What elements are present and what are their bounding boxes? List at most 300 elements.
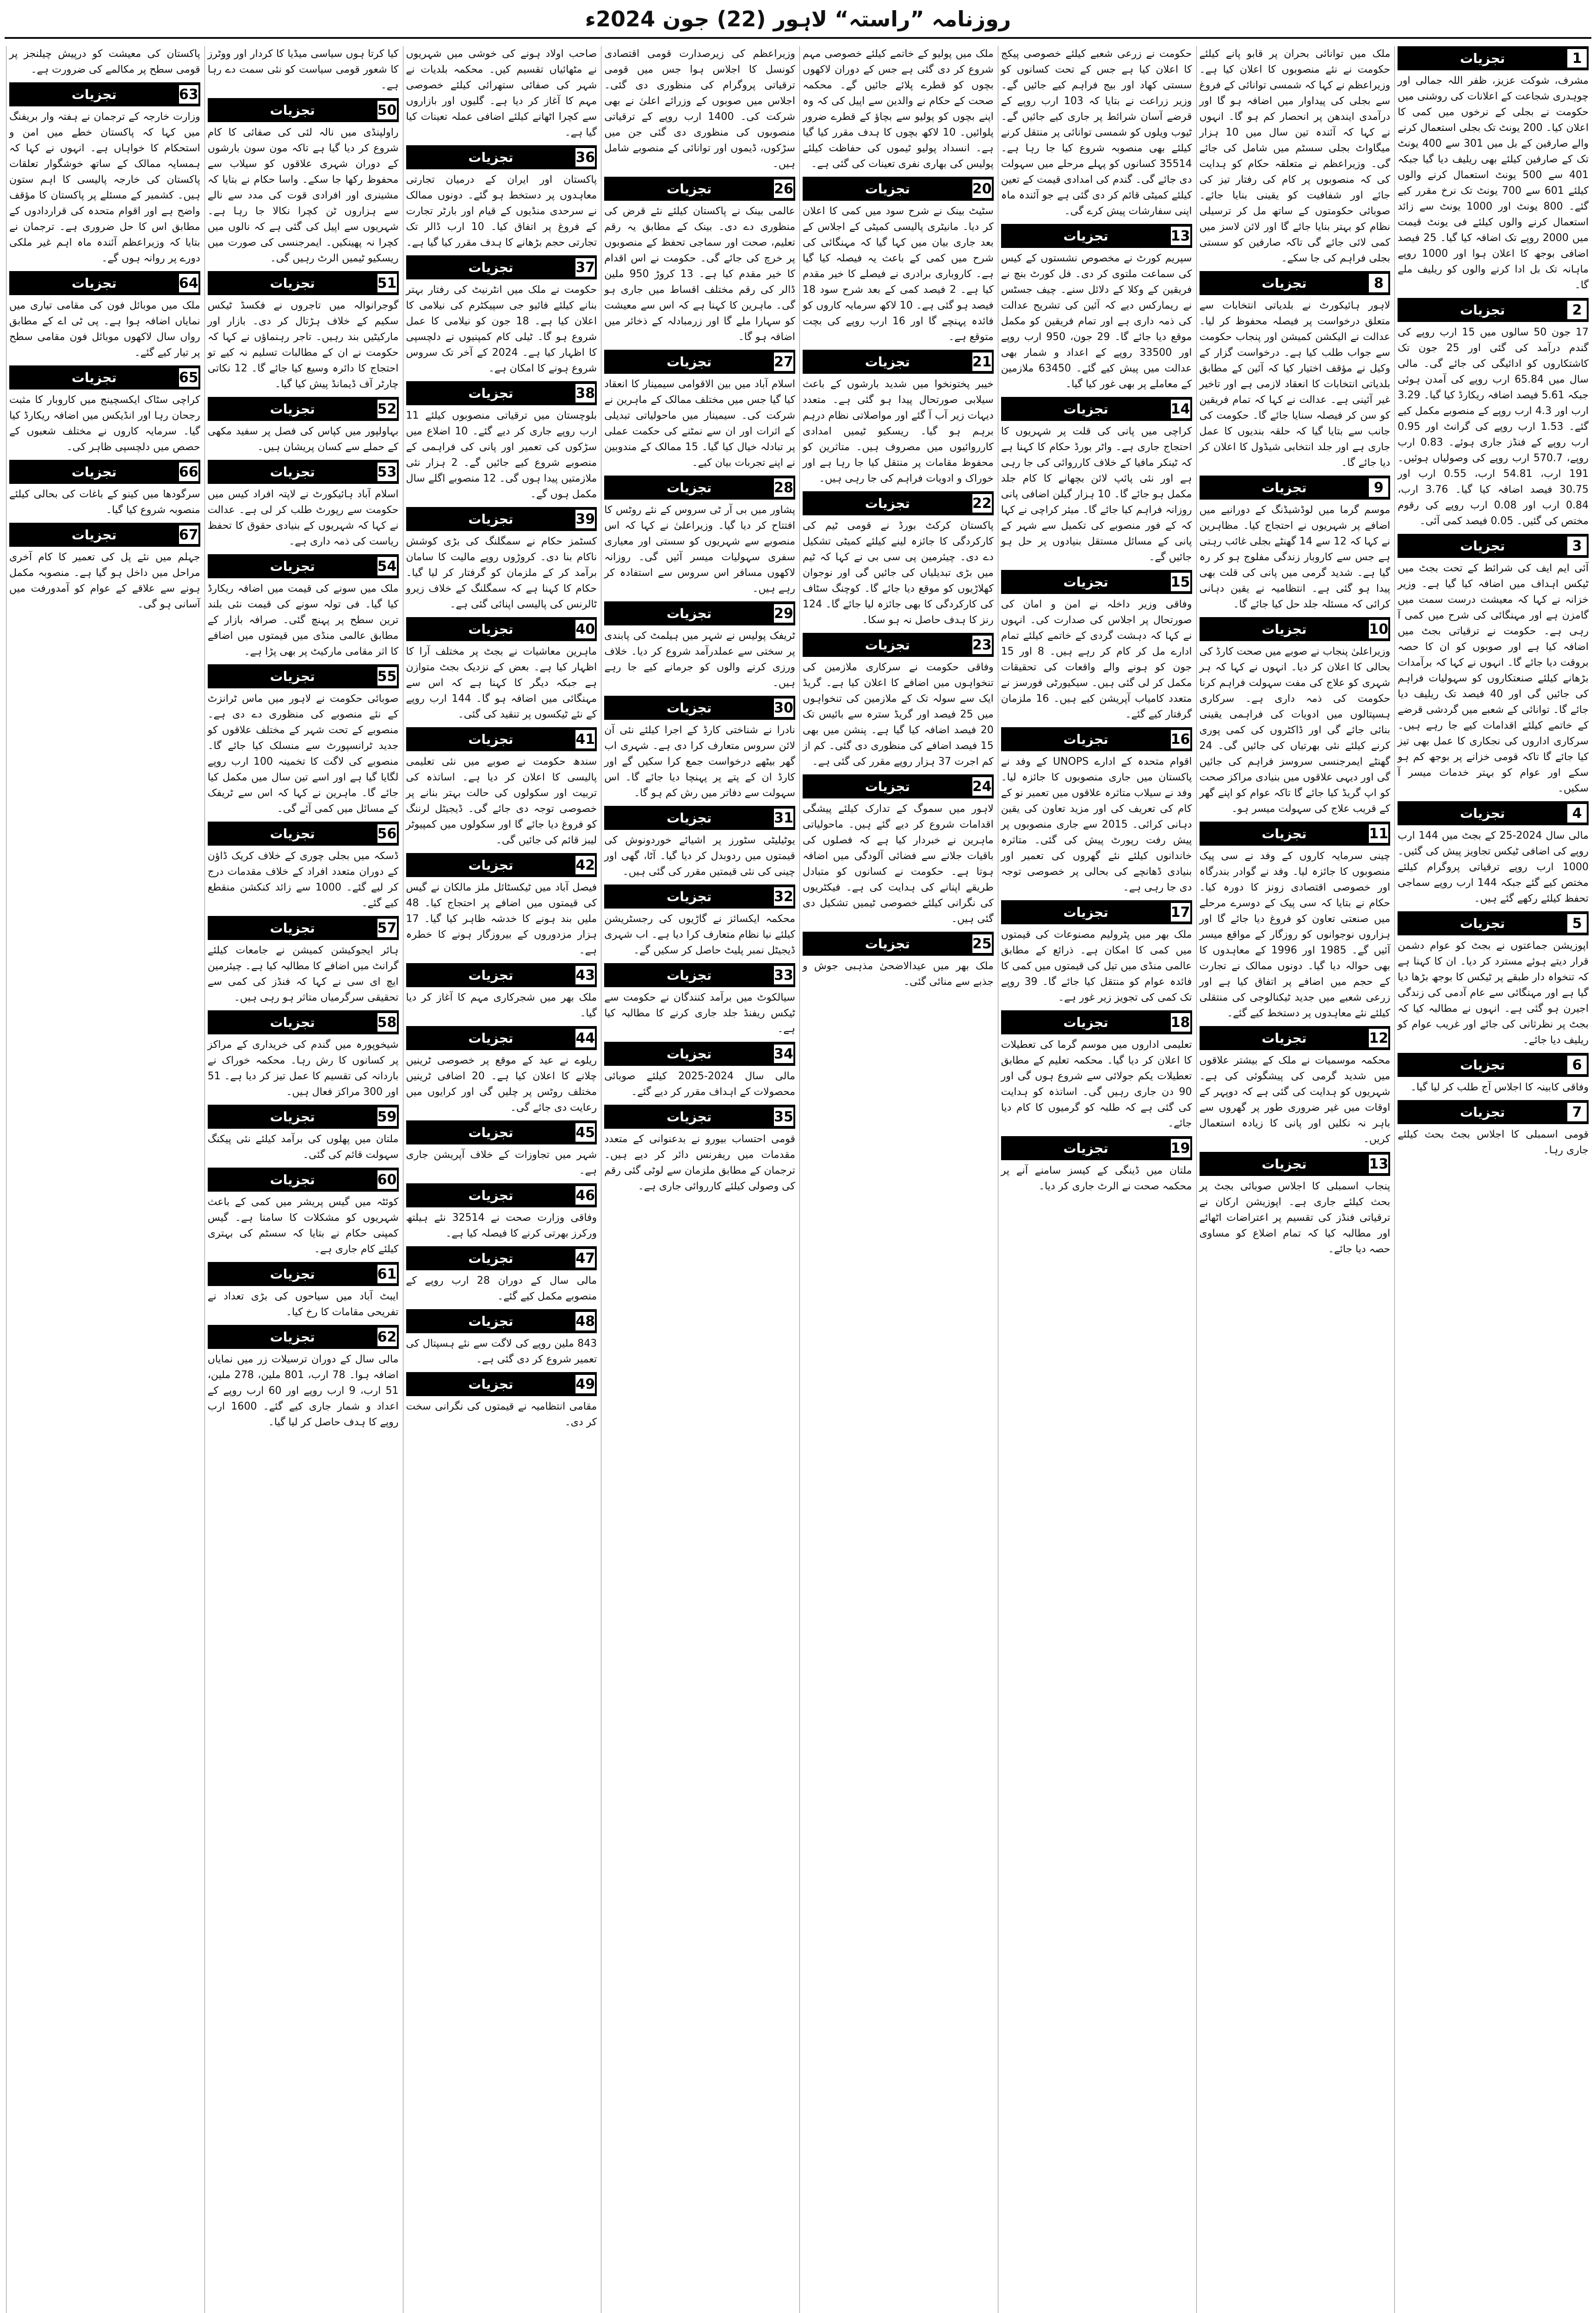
news-item — [1398, 1100, 1589, 1158]
news-body: جہلم میں نئے پل کی تعمیر کا کام آخری مراحل میں داخل ہو گیا ہے۔ منصوبہ مکمل ہونے سے علاقے کے عوام کو آمدورفت میں آسانی ہو گی۔ — [9, 551, 200, 610]
news-body: مالی سال کے دوران ترسیلات زر میں نمایاں اضافہ ہوا۔ 78 ارب، 801 ملین، 278 ملین، 51 ارب، 9 ارب روپے اور 60 ارب روپے کے اعداد و شمار جاری کیے گئے۔ 1600 ارب روپے کا ہدف حاصل کر لیا گیا۔ — [207, 1354, 399, 1428]
news-body: راولپنڈی میں نالہ لئی کی صفائی کا کام شروع کر دیا گیا ہے تاکہ مون سون بارشوں کے دوران شہری علاقوں کو سیلاب سے محفوظ رکھا جا سکے۔ واسا حکام نے بتایا کہ مشینری اور افرادی قوت کی مدد سے نالے سے ہزاروں ٹن کچرا نکالا جا رہا ہے۔ شہریوں سے اپیل کی گئی ہے کہ نالوں میں کچرا نہ پھینکیں۔ ایمرجنسی کی صورت میں ریسکیو ٹیمیں الرٹ رہیں گی۔ — [207, 127, 399, 264]
item-number: 38 — [575, 383, 596, 403]
masthead — [0, 6, 1596, 39]
section-label: تجزیات — [71, 275, 117, 291]
news-body: مالی سال کے دوران 28 ارب روپے کے منصوبے مکمل کیے گئے۔ — [406, 1275, 597, 1302]
news-body: کراچی سٹاک ایکسچینج میں کاروبار کا مثبت رجحان رہا اور انڈیکس میں اضافہ ریکارڈ کیا گیا۔ سرمایہ کاروں نے مختلف شعبوں کے حصص میں دلچسپی ظاہر کی۔ — [9, 394, 200, 453]
section-header — [604, 884, 795, 909]
section-header — [406, 617, 597, 641]
news-item — [406, 1183, 597, 1242]
item-number: 58 — [377, 1012, 398, 1033]
section-header — [208, 397, 399, 421]
item-number: 66 — [178, 462, 199, 482]
news-body: صاحب اولاد ہونے کی خوشی میں شہریوں نے مٹھائیاں تقسیم کیں۔ محکمہ بلدیات نے شہر کی صفائی ستھرائی کیلئے خصوصی مہم کا آغاز کر دیا ہے۔ گلیوں اور بازاروں سے کچرا اٹھانے کیلئے اضافی عملہ تعینات کیا گیا ہے۔ — [406, 48, 597, 138]
item-number: 30 — [773, 698, 794, 718]
item-number: 44 — [575, 1028, 596, 1048]
news-body: پاکستان کرکٹ بورڈ نے قومی ٹیم کی کارکردگی کا جائزہ لینے کیلئے کمیٹی تشکیل دے دی۔ چیئرمین پی سی بی نے کہا کہ ٹیم میں بڑی تبدیلیاں کی جائیں گی اور نوجوان کھلاڑیوں کو موقع دیا جائے گا۔ کوچنگ سٹاف کی کارکردگی کا بھی جائزہ لیا جائے گا۔ 124 رنز کا ہدف حاصل نہ ہو سکا۔ — [803, 520, 994, 626]
news-item — [406, 1120, 597, 1179]
item-number: 23 — [971, 635, 993, 655]
section-header — [406, 145, 597, 169]
item-number: 65 — [178, 367, 199, 388]
section-header — [9, 82, 200, 106]
item-number: 8 — [1368, 273, 1389, 293]
section-header — [1200, 476, 1391, 500]
section-header — [208, 1168, 399, 1192]
item-number: 43 — [575, 965, 596, 985]
section-label: تجزیات — [865, 637, 910, 653]
news-item — [1200, 617, 1391, 817]
news-item — [406, 727, 597, 848]
item-number: 15 — [1170, 572, 1191, 592]
news-item — [803, 491, 994, 628]
news-item — [803, 774, 994, 927]
news-item — [208, 1262, 399, 1320]
item-number: 35 — [773, 1107, 794, 1127]
section-label: تجزیات — [865, 354, 910, 370]
news-body: پنجاب اسمبلی کا اجلاس صوبائی بجٹ پر بحث کیلئے جاری ہے۔ اپوزیشن ارکان نے ترقیاتی فنڈز کی تقسیم پر اعتراضات اٹھائے اور مطالبہ کیا کہ تمام اضلاع کو مساوی حصہ دیا جائے۔ — [1199, 1181, 1391, 1255]
item-number: 42 — [575, 855, 596, 875]
section-header — [208, 554, 399, 578]
news-body: ملک میں موبائل فون کی مقامی تیاری میں نمایاں اضافہ ہوا ہے۔ پی ٹی اے کے مطابق رواں سال لاکھوں موبائل فون مقامی سطح پر تیار کیے گئے۔ — [9, 300, 200, 359]
section-label: تجزیات — [666, 967, 712, 983]
news-item — [406, 507, 597, 612]
news-body: ٹریفک پولیس نے شہر میں ہیلمٹ کی پابندی پر سختی سے عملدرآمد شروع کر دیا۔ خلاف ورزی کرنے والوں کو جرمانے کیے جا رہے ہیں۔ — [604, 630, 795, 689]
item-number: 22 — [971, 493, 993, 513]
item-number: 4 — [1566, 803, 1588, 823]
item-number: 13 — [1170, 226, 1191, 246]
item-number: 5 — [1566, 913, 1588, 934]
section-header — [208, 1262, 399, 1286]
item-number: 39 — [575, 509, 596, 529]
news-body: ڈسکہ میں بجلی چوری کے خلاف کریک ڈاؤن کے دوران متعدد افراد کے خلاف مقدمات درج کر لیے گئے۔ 1000 سے زائد کنکشن منقطع کیے گئے۔ — [207, 850, 399, 909]
news-body: وزیراعلیٰ پنجاب نے صوبے میں صحت کارڈ کی بحالی کا اعلان کر دیا۔ انہوں نے کہا کہ ہر شہری کو علاج کی مفت سہولت فراہم کرنا حکومت کی ذمہ داری ہے۔ سرکاری ہسپتالوں میں ادویات کی فراہمی یقینی بنائی جائے گی اور ڈاکٹروں کی کمی پوری کرنے کیلئے نئی بھرتیاں کی جائیں گی۔ 24 گھنٹے ایمرجنسی سروسز فراہم کی جائیں گی اور دیہی علاقوں میں بنیادی مراکز صحت کو اپ گریڈ کیا جائے گا تاکہ عوام کو اپنے گھر کے قریب علاج کی سہولت میسر ہو۔ — [1199, 646, 1391, 815]
section-header — [604, 1105, 795, 1129]
section-label: تجزیات — [468, 1187, 513, 1203]
section-label: تجزیات — [468, 1030, 513, 1046]
news-item — [1001, 727, 1192, 896]
news-body: فیصل آباد میں ٹیکسٹائل ملز مالکان نے گیس کی قیمتوں میں اضافے پر احتجاج کیا۔ 48 ملیں بند ہونے کا خدشہ ظاہر کیا گیا۔ 17 ہزار مزدوروں کے بیروزگار ہونے کا خطرہ ہے۔ — [406, 882, 597, 956]
section-header — [406, 381, 597, 405]
news-body: کسٹمز حکام نے سمگلنگ کی بڑی کوشش ناکام بنا دی۔ کروڑوں روپے مالیت کا سامان برآمد کر کے ملزمان کو گرفتار کر لیا گیا۔ حکام کا کہنا ہے کہ سمگلنگ کے خلاف زیرو ٹالرنس کی پالیسی اپنائی گئی ہے۔ — [406, 536, 597, 610]
section-label: تجزیات — [1460, 1057, 1505, 1073]
column-2 — [1196, 46, 1393, 2313]
item-number: 26 — [773, 179, 794, 199]
item-number: 32 — [773, 886, 794, 907]
news-item — [406, 145, 597, 251]
news-body: ملک بھر میں پٹرولیم مصنوعات کی قیمتوں میں کمی کا امکان ہے۔ ذرائع کے مطابق عالمی منڈی میں تیل کی قیمتوں میں کمی کا فائدہ عوام کو منتقل کیا جائے گا۔ 39 روپے تک کمی کی تجویز زیر غور ہے۔ — [1001, 929, 1192, 1003]
section-label: تجزیات — [666, 181, 712, 197]
section-header — [406, 1183, 597, 1207]
section-header — [803, 774, 994, 798]
news-item — [1200, 822, 1391, 1021]
section-label: تجزیات — [1063, 731, 1108, 747]
column-6 — [403, 46, 600, 2313]
item-number: 27 — [773, 352, 794, 372]
section-label: تجزیات — [1063, 1014, 1108, 1030]
news-item — [406, 381, 597, 502]
section-label: تجزیات — [270, 668, 315, 684]
section-label: تجزیات — [270, 1266, 315, 1282]
item-number: 41 — [575, 729, 596, 749]
section-label: تجزیات — [666, 1109, 712, 1125]
section-label: تجزیات — [71, 370, 117, 385]
column-3 — [998, 46, 1195, 2313]
section-label: تجزیات — [270, 826, 315, 841]
section-label: تجزیات — [865, 181, 910, 197]
news-body: لاہور ہائیکورٹ نے بلدیاتی انتخابات سے متعلق درخواست پر فیصلہ محفوظ کر لیا۔ عدالت نے الیکشن کمیشن اور پنجاب حکومت سے جواب طلب کیا ہے۔ درخواست گزار کے وکیل نے مؤقف اختیار کیا کہ آئین کے مطابق بلدیاتی انتخابات کا انعقاد لازمی ہے اور تاخیر غیر آئینی ہے۔ عدالت نے کہا کہ تمام فریقین کو سن کر فیصلہ سنایا جائے گا۔ حکومت کی جانب سے بتایا گیا کہ حلقہ بندیوں کا عمل جاری ہے اور جلد انتخابی شیڈول کا اعلان کر دیا جائے گا۔ — [1199, 300, 1391, 469]
section-header — [9, 365, 200, 390]
section-label: تجزیات — [270, 1109, 315, 1125]
news-body: مقامی انتظامیہ نے قیمتوں کی نگرانی سخت کر دی۔ — [406, 1401, 597, 1428]
section-label: تجزیات — [270, 1014, 315, 1030]
news-body: سیالکوٹ میں برآمد کنندگان نے حکومت سے ٹیکس ریفنڈ جلد جاری کرنے کا مطالبہ کیا ہے۔ — [604, 992, 795, 1035]
section-label: تجزیات — [468, 967, 513, 983]
news-body: عالمی بینک نے پاکستان کیلئے نئے قرض کی منظوری دے دی۔ بینک کے مطابق یہ رقم تعلیم، صحت اور سماجی تحفظ کے منصوبوں پر خرچ کی جائے گی۔ حکومت نے اس اقدام کا خیر مقدم کیا ہے۔ 13 کروڑ 950 ملین ڈالر کی رقم مختلف اقساط میں جاری ہو گی۔ ماہرین کا کہنا ہے کہ اس سے معیشت کو سہارا ملے گا اور زرمبادلہ کے ذخائر میں اضافہ ہو گا۔ — [604, 205, 795, 343]
item-number: 59 — [377, 1107, 398, 1127]
item-number: 16 — [1170, 729, 1191, 749]
item-number: 20 — [971, 179, 993, 199]
item-number: 45 — [575, 1122, 596, 1143]
item-number: 24 — [971, 776, 993, 797]
section-header — [208, 1105, 399, 1129]
item-number: 47 — [575, 1248, 596, 1268]
item-number: 25 — [971, 934, 993, 954]
news-body: پاکستان کی معیشت کو درپیش چیلنجز پر قومی سطح پر مکالمے کی ضرورت ہے۔ — [9, 48, 200, 75]
news-item — [208, 1010, 399, 1100]
news-item — [604, 476, 795, 597]
section-header — [604, 601, 795, 625]
news-item — [406, 46, 597, 141]
section-label: تجزیات — [1460, 1104, 1505, 1120]
section-label: تجزیات — [666, 700, 712, 716]
column-4 — [799, 46, 996, 2313]
news-body: وزیراعظم کی زیرصدارت قومی اقتصادی کونسل کا اجلاس ہوا جس میں قومی ترقیاتی پروگرام کی منظوری دی گئی۔ اجلاس میں صوبوں کے وزرائے اعلیٰ نے بھی شرکت کی۔ 1400 ارب روپے کے ترقیاتی منصوبوں کی منظوری دی گئی جن میں سڑکوں، ڈیموں اور توانائی کے منصوبے شامل ہیں۔ — [604, 48, 795, 170]
section-label: تجزیات — [468, 857, 513, 873]
section-label: تجزیات — [1262, 621, 1307, 637]
news-body: مالی سال 2024-25 کے بجٹ میں 144 ارب روپے کی اضافی ٹیکس تجاویز پیش کی گئیں۔ 1000 ارب روپے ترقیاتی پروگرام کیلئے مختص کیے گئے جبکہ 144 ارب روپے سماجی تحفظ کیلئے رکھے گئے ہیں۔ — [1398, 830, 1589, 904]
news-body: کوئٹہ میں گیس پریشر میں کمی کے باعث شہریوں کو مشکلات کا سامنا ہے۔ گیس کمپنی حکام نے بتایا کہ سسٹم کی بہتری کیلئے کام جاری ہے۔ — [207, 1196, 399, 1255]
news-body: محکمہ ایکسائز نے گاڑیوں کی رجسٹریشن کیلئے نیا نظام متعارف کرا دیا ہے۔ اب شہری ڈیجیٹل نمبر پلیٹ حاصل کر سکیں گے۔ — [604, 913, 795, 956]
item-number: 64 — [178, 273, 199, 293]
news-body: بلوچستان میں ترقیاتی منصوبوں کیلئے 11 ارب روپے جاری کر دیے گئے۔ 10 اضلاع میں سڑکوں کی تعمیر اور پانی کی فراہمی کے منصوبے شروع کیے جائیں گے۔ 2 ہزار نئی ملازمتیں پیدا ہوں گی۔ 12 منصوبے اگلے سال مکمل ہوں گے۔ — [406, 410, 597, 500]
section-header — [406, 507, 597, 531]
news-item — [9, 365, 200, 455]
news-item — [604, 806, 795, 880]
section-header — [9, 271, 200, 295]
news-item — [208, 664, 399, 817]
item-number: 55 — [377, 666, 398, 686]
item-number: 56 — [377, 823, 398, 844]
section-header — [1001, 397, 1192, 421]
news-body: مشرف، شوکت عزیز، ظفر اللہ جمالی اور چوہدری شجاعت کے اعلانات کی روشنی میں حکومت نے بجلی کے نرخوں میں کمی کا اعلان کیا۔ 200 یونٹ تک بجلی استعمال کرنے والے صارفین کے بل میں 301 سے 400 یونٹ تک کے صارفین کیلئے بھی ریلیف دیا گیا جبکہ 401 سے 500 یونٹ استعمال کرنے والوں کیلئے 601 سے 700 یونٹ تک نرخ مقرر کیے گئے۔ 800 یونٹ اور 1000 یونٹ سے زائد استعمال کرنے والوں کیلئے فی یونٹ قیمت میں 2000 روپے تک اضافہ کیا گیا۔ 25 فیصد اضافی بوجھ کا اعلان ہوا اور 1000 روپے ماہانہ تک بل ادا کرنے والوں کو ریلیف ملے گا۔ — [1398, 75, 1589, 291]
news-body: کراچی میں پانی کی قلت پر شہریوں کا احتجاج جاری ہے۔ واٹر بورڈ حکام کا کہنا ہے کہ ٹینکر مافیا کے خلاف کارروائی کی جا رہی ہے اور نئی پائپ لائن بچھانے کا کام جلد مکمل ہو جائے گا۔ 10 ہزار گیلن اضافی پانی روزانہ فراہم کیا جائے گا۔ میئر کراچی نے کہا کہ کے فور منصوبے کی تکمیل سے شہر کے پانی کے مسائل مستقل بنیادوں پر حل ہو جائیں گے۔ — [1001, 426, 1192, 563]
news-body: لاہور میں سموگ کے تدارک کیلئے پیشگی اقدامات شروع کر دیے گئے ہیں۔ ماحولیاتی ماہرین نے خبردار کیا ہے کہ فصلوں کی باقیات جلانے سے فضائی آلودگی میں اضافہ ہوتا ہے۔ حکومت نے کسانوں کو متبادل طریقے اپنانے کی ہدایت کی ہے۔ فیکٹریوں کی نگرانی کیلئے خصوصی ٹیمیں تشکیل دی گئی ہیں۔ — [803, 803, 994, 925]
news-item — [208, 1168, 399, 1257]
news-body: گوجرانوالہ میں تاجروں نے فکسڈ ٹیکس سکیم کے خلاف ہڑتال کر دی۔ بازار اور مارکیٹیں بند رہیں۔ تاجر رہنماؤں نے کہا کہ حکومت نے ان کے مطالبات تسلیم نہ کیے تو احتجاج کا دائرہ وسیع کیا جائے گا۔ 12 نکاتی چارٹر آف ڈیمانڈ پیش کیا گیا۔ — [207, 300, 399, 390]
section-label: تجزیات — [468, 260, 513, 275]
news-item — [208, 46, 399, 93]
news-item — [406, 853, 597, 959]
section-label: تجزیات — [865, 936, 910, 952]
section-header — [208, 1010, 399, 1034]
section-header — [1398, 298, 1589, 322]
news-item — [1001, 224, 1192, 392]
section-label: تجزیات — [666, 889, 712, 904]
item-number: 2 — [1566, 300, 1588, 320]
news-item — [604, 1105, 795, 1194]
item-number: 1 — [1566, 48, 1588, 68]
news-body: پشاور میں بی آر ٹی سروس کے نئے روٹس کا افتتاح کر دیا گیا۔ وزیراعلیٰ نے کہا کہ اس منصوبے سے شہریوں کو سستی اور معیاری سفری سہولیات میسر آئیں گی۔ روزانہ لاکھوں مسافر اس سروس سے استفادہ کر رہے ہیں۔ — [604, 504, 795, 594]
item-number: 28 — [773, 477, 794, 498]
news-body: بہاولپور میں کپاس کی فصل پر سفید مکھی کے حملے سے کسان پریشان ہیں۔ — [207, 426, 399, 453]
section-header — [1001, 1136, 1192, 1160]
section-label: تجزیات — [468, 621, 513, 637]
section-label: تجزیات — [468, 1376, 513, 1392]
section-header — [1001, 1010, 1192, 1034]
section-label: تجزیات — [1460, 805, 1505, 821]
news-item — [1398, 46, 1589, 293]
news-body: ماہرین معاشیات نے بجٹ پر مختلف آرا کا اظہار کیا ہے۔ بعض کے نزدیک بجٹ متوازن ہے جبکہ دیگر کا کہنا ہے کہ اس سے مہنگائی میں اضافہ ہو گا۔ 144 ارب روپے کے نئے ٹیکسوں پر تنقید کی گئی۔ — [406, 646, 597, 720]
item-number: 34 — [773, 1044, 794, 1064]
news-item — [208, 397, 399, 455]
news-item — [208, 271, 399, 392]
section-label: تجزیات — [468, 1313, 513, 1329]
news-item — [208, 916, 399, 1006]
news-body: ملک میں پولیو کے خاتمے کیلئے خصوصی مہم شروع کر دی گئی ہے جس کے دوران لاکھوں بچوں کو قطرے پلائے جائیں گے۔ محکمہ صحت کے حکام نے والدین سے اپیل کی کہ وہ اپنے بچوں کو پولیو سے بچاؤ کے قطرے ضرور پلوائیں۔ 10 لاکھ بچوں کا ہدف مقرر کیا گیا ہے۔ انسداد پولیو ٹیموں کی حفاظت کیلئے پولیس کی بھاری نفری تعینات کی گئی ہے۔ — [803, 48, 994, 170]
section-header — [406, 853, 597, 877]
section-header — [1200, 822, 1391, 846]
news-body: آئی ایم ایف کی شرائط کے تحت بجٹ میں ٹیکس اہداف میں اضافہ کیا گیا ہے۔ وزیر خزانہ نے کہا کہ معیشت درست سمت میں گامزن ہے اور مہنگائی کی شرح میں کمی آ رہی ہے۔ حکومت نے ترقیاتی بجٹ میں اضافہ کیا ہے اور صوبوں کو ان کا حصہ بروقت دیا جائے گا۔ انہوں نے کہا کہ برآمدات بڑھانے کیلئے صنعتکاروں کو سہولیات فراہم کی جائیں گی اور 40 فیصد تک ریلیف دیا جائے گا۔ توانائی کے شعبے میں گردشی قرضے کے خاتمے کیلئے اقدامات کیے جا رہے ہیں۔ سرکاری اداروں کی نجکاری کا عمل بھی تیز کیا جائے گا تاکہ قومی خزانے پر بوجھ کم ہو سکے اور عوام کو بہتر خدمات میسر آ سکیں۔ — [1398, 563, 1589, 794]
section-header — [208, 1325, 399, 1349]
section-label: تجزیات — [1262, 826, 1307, 841]
news-body: نادرا نے شناختی کارڈ کے اجرا کیلئے نئی آن لائن سروس متعارف کرا دی ہے۔ شہری اب گھر بیٹھے درخواست جمع کرا سکیں گے اور کارڈ ان کے پتے پر پہنچا دیا جائے گا۔ اس سہولت سے دفاتر میں رش کم ہو گا۔ — [604, 724, 795, 799]
news-item — [803, 46, 994, 172]
section-label: تجزیات — [1460, 50, 1505, 66]
section-label: تجزیات — [270, 102, 315, 118]
news-item — [9, 82, 200, 266]
news-body: وفاقی وزارت صحت نے 32514 نئے ہیلتھ ورکرز بھرتی کرنے کا فیصلہ کیا ہے۔ — [406, 1212, 597, 1239]
news-item — [9, 271, 200, 361]
section-label: تجزیات — [468, 1125, 513, 1140]
news-item — [1001, 46, 1192, 219]
news-body: قومی اسمبلی کا اجلاس بجٹ بحث کیلئے جاری رہا۔ — [1398, 1129, 1589, 1156]
section-header — [1001, 900, 1192, 924]
news-body: ہائر ایجوکیشن کمیشن نے جامعات کیلئے گرانٹ میں اضافے کا مطالبہ کیا ہے۔ چیئرمین ایچ ای سی نے کہا کہ فنڈز کی کمی سے تحقیقی سرگرمیاں متاثر ہو رہی ہیں۔ — [207, 945, 399, 1003]
section-header — [208, 822, 399, 846]
item-number: 50 — [377, 100, 398, 120]
section-label: تجزیات — [468, 511, 513, 527]
news-body: اسلام آباد ہائیکورٹ نے لاپتہ افراد کیس میں حکومت سے رپورٹ طلب کر لی ہے۔ عدالت نے کہا کہ شہریوں کے بنیادی حقوق کا تحفظ ریاست کی ذمہ داری ہے۔ — [207, 489, 399, 547]
news-body: ملتان میں پھلوں کی برآمد کیلئے نئی پیکنگ سہولت قائم کی گئی۔ — [207, 1133, 399, 1161]
item-number: 3 — [1566, 536, 1588, 556]
news-body: حکومت نے زرعی شعبے کیلئے خصوصی پیکج کا اعلان کیا ہے جس کے تحت کسانوں کو سستی کھاد اور بیج فراہم کیے جائیں گے۔ وزیر زراعت نے بتایا کہ 103 ارب روپے کے قرضے آسان شرائط پر جاری کیے جائیں گے۔ ٹیوب ویلوں کو شمسی توانائی پر منتقل کرنے کیلئے بھی منصوبہ شروع کیا جا رہا ہے۔ 35514 کسانوں کو پہلے مرحلے میں سہولت دی جائے گی۔ گندم کی امدادی قیمت کے تعین کیلئے کمیٹی قائم کر دی گئی ہے جو آئندہ ماہ اپنی سفارشات پیش کرے گی۔ — [1001, 48, 1192, 217]
news-item — [208, 98, 399, 266]
column-8 — [6, 46, 203, 2313]
section-header — [406, 1026, 597, 1050]
news-item — [1398, 534, 1589, 797]
section-header — [803, 177, 994, 201]
section-header — [406, 1120, 597, 1144]
section-header — [1398, 911, 1589, 935]
news-item — [604, 46, 795, 172]
news-body: سپریم کورٹ نے مخصوص نشستوں کے کیس کی سماعت ملتوی کر دی۔ فل کورٹ بنچ نے فریقین کے وکلا کے دلائل سنے۔ چیف جسٹس نے ریمارکس دیے کہ آئین کی تشریح عدالت کی ذمہ داری ہے اور تمام فریقین کو مکمل موقع دیا جائے گا۔ 29 جون، 950 ارب روپے اور 33500 روپے کے اعداد و شمار بھی عدالت میں پیش کیے گئے۔ 63450 ملازمین کے معاملے پر بھی غور کیا گیا۔ — [1001, 253, 1192, 390]
news-body: پاکستان اور ایران کے درمیان تجارتی معاہدوں پر دستخط ہو گئے۔ دونوں ممالک نے سرحدی منڈیوں کے قیام اور بارٹر تجارت کے فروغ پر اتفاق کیا۔ 10 ارب ڈالر تک تجارتی حجم بڑھانے کا ہدف مقرر کیا گیا ہے۔ — [406, 174, 597, 248]
news-item — [208, 1325, 399, 1430]
column-7 — [204, 46, 402, 2313]
news-body: سٹیٹ بینک نے شرح سود میں کمی کا اعلان کر دیا۔ مانیٹری پالیسی کمیٹی کے اجلاس کے بعد جاری بیان میں کہا گیا کہ مہنگائی کی شرح میں کمی کے باعث یہ فیصلہ کیا گیا ہے۔ کاروباری برادری نے فیصلے کا خیر مقدم کیا ہے۔ 2 فیصد کمی کے بعد شرح سود 18 فیصد ہو گئی ہے۔ 10 لاکھ سرمایہ کاروں کو فائدہ پہنچے گا اور 16 ارب روپے کی بچت متوقع ہے۔ — [803, 205, 994, 343]
section-header — [1398, 534, 1589, 558]
section-header — [604, 963, 795, 987]
section-header — [604, 177, 795, 201]
section-header — [208, 664, 399, 688]
section-label: تجزیات — [1262, 1030, 1307, 1046]
section-label: تجزیات — [468, 149, 513, 165]
news-body: سندھ حکومت نے صوبے میں نئی تعلیمی پالیسی کا اعلان کر دیا ہے۔ اساتذہ کی تربیت اور سکولوں کی حالت بہتر بنانے پر خصوصی توجہ دی جائے گی۔ ڈیجیٹل لرننگ کو فروغ دیا جائے گا اور سکولوں میں کمپیوٹر لیبز قائم کی جائیں گی۔ — [406, 756, 597, 846]
news-item — [604, 177, 795, 345]
section-header — [406, 1246, 597, 1270]
news-item — [1398, 911, 1589, 1048]
item-number: 19 — [1170, 1138, 1191, 1158]
news-item — [1398, 1053, 1589, 1095]
news-item — [208, 822, 399, 911]
section-header — [604, 350, 795, 374]
item-number: 54 — [377, 556, 398, 576]
news-item — [803, 932, 994, 990]
item-number: 46 — [575, 1185, 596, 1206]
section-header — [1001, 570, 1192, 594]
news-item — [803, 177, 994, 345]
news-item — [1398, 801, 1589, 907]
news-body: تعلیمی اداروں میں موسم گرما کی تعطیلات کا اعلان کر دیا گیا۔ محکمہ تعلیم کے مطابق تعطیلات یکم جولائی سے شروع ہوں گی اور 90 دن جاری رہیں گی۔ اساتذہ کو ہدایت کی گئی ہے کہ طلبہ کو گرمیوں کا کام دیا جائے۔ — [1001, 1039, 1192, 1129]
section-label: تجزیات — [270, 275, 315, 291]
news-body: اقوام متحدہ کے ادارے UNOPS کے وفد نے پاکستان میں جاری منصوبوں کا جائزہ لیا۔ وفد نے سیلاب متاثرہ علاقوں میں تعمیر نو کے کام کی تعریف کی اور مزید تعاون کی یقین دہانی کرائی۔ 2015 سے جاری منصوبوں پر پیش رفت رپورٹ پیش کی گئی۔ متاثرہ خاندانوں کیلئے نئے گھروں کی تعمیر اور بنیادی ڈھانچے کی بحالی پر خصوصی توجہ دی جا رہی ہے۔ — [1001, 756, 1192, 893]
section-header — [604, 1042, 795, 1066]
section-label: تجزیات — [1460, 538, 1505, 554]
news-body: ملک میں سونے کی قیمت میں اضافہ ریکارڈ کیا گیا۔ فی تولہ سونے کی قیمت نئی بلند ترین سطح پر پہنچ گئی۔ صرافہ بازار کے مطابق عالمی منڈی میں قیمتوں میں اضافے کا اثر مقامی مارکیٹ پر بھی پڑا ہے۔ — [207, 583, 399, 657]
news-item — [406, 963, 597, 1021]
section-header — [9, 460, 200, 484]
news-body: خیبر پختونخوا میں شدید بارشوں کے باعث سیلابی صورتحال پیدا ہو گئی ہے۔ متعدد دیہات زیر آب آ گئے اور مواصلاتی نظام درہم برہم ہو گیا۔ ریسکیو ٹیمیں امدادی کارروائیوں میں مصروف ہیں۔ متاثرین کو محفوظ مقامات پر منتقل کیا جا رہا ہے اور خوراک و ادویات فراہم کی جا رہی ہیں۔ — [803, 378, 994, 484]
column-1 — [1394, 46, 1591, 2313]
section-label: تجزیات — [1063, 904, 1108, 920]
news-body: 17 جون 50 سالوں میں 15 ارب روپے کی گندم درآمد کی گئی اور 25 جون تک کاشتکاروں کو ادائیگی کی جائے گی۔ مالی سال میں 65.84 ارب روپے کی آمدن ہوئی جبکہ 5.61 فیصد اضافہ ریکارڈ کیا گیا۔ 3.29 ارب اور 4.3 ارب روپے کے منصوبے مکمل کیے گئے۔ 1.53 ارب روپے کی گرانٹ اور 0.95 ارب روپے کے فنڈز جاری ہوئے۔ 0.83 ارب روپے، 570.7 ارب روپے کی وصولیاں ہوئیں۔ 191 ارب، 54.81 ارب، 0.55 ارب اور 30.75 فیصد اضافہ کیا گیا۔ 3.76 ارب، 0.84 ارب اور 0.08 ارب روپے کی رقوم مختص کی گئیں۔ 0.05 فیصد کمی آئی۔ — [1398, 327, 1589, 527]
news-body: وفاقی کابینہ کا اجلاس آج طلب کر لیا گیا۔ — [1410, 1082, 1589, 1093]
section-header — [9, 523, 200, 547]
section-header — [803, 491, 994, 515]
news-item — [9, 460, 200, 518]
news-item — [1200, 1026, 1391, 1147]
section-header — [1001, 224, 1192, 248]
item-number: 48 — [575, 1311, 596, 1331]
section-label: تجزیات — [270, 401, 315, 417]
section-header — [803, 633, 994, 657]
section-label: تجزیات — [1460, 915, 1505, 931]
news-body: ملک بھر میں شجرکاری مہم کا آغاز کر دیا گیا۔ — [406, 992, 597, 1019]
news-body: ایبٹ آباد میں سیاحوں کی بڑی تعداد نے تفریحی مقامات کا رخ کیا۔ — [207, 1291, 399, 1318]
section-label: تجزیات — [468, 1250, 513, 1266]
news-body: وفاقی حکومت نے سرکاری ملازمین کی تنخواہوں میں اضافے کا اعلان کیا ہے۔ گریڈ ایک سے سولہ تک کے ملازمین کی تنخواہوں میں 25 فیصد اور گریڈ سترہ سے بائیس تک 20 فیصد اضافہ کیا گیا ہے۔ پنشن میں بھی 15 فیصد اضافے کی منظوری دی گئی۔ کم از کم اجرت 37 ہزار روپے مقرر کی گئی ہے۔ — [803, 662, 994, 767]
section-label: تجزیات — [1063, 574, 1108, 590]
news-body: مالی سال 2024-2025 کیلئے صوبائی محصولات کے اہداف مقرر کر دیے گئے۔ — [604, 1070, 795, 1098]
item-number: 36 — [575, 147, 596, 167]
item-number: 31 — [773, 808, 794, 828]
item-number: 33 — [773, 965, 794, 985]
news-item — [604, 1042, 795, 1100]
news-body: یوٹیلیٹی سٹورز پر اشیائے خوردونوش کی قیمتوں میں ردوبدل کر دیا گیا۔ آٹا، گھی اور چینی کی نئی قیمتیں مقرر کی گئی ہیں۔ — [604, 835, 795, 878]
section-label: تجزیات — [666, 1046, 712, 1062]
news-item — [406, 1246, 597, 1305]
section-header — [604, 696, 795, 720]
news-item — [604, 601, 795, 691]
section-header — [803, 350, 994, 374]
news-item — [406, 1026, 597, 1116]
item-number: 12 — [1368, 1028, 1389, 1048]
section-label: تجزیات — [1063, 401, 1108, 417]
item-number: 49 — [575, 1374, 596, 1394]
news-item — [1001, 1010, 1192, 1132]
section-header — [1398, 46, 1589, 70]
section-label: تجزیات — [865, 495, 910, 511]
item-number: 21 — [971, 352, 993, 372]
newspaper-title: روزنامہ ”راستہ“ لاہور (22) جون 2024ء — [585, 6, 1011, 31]
section-label: تجزیات — [270, 558, 315, 574]
item-number: 63 — [178, 84, 199, 105]
section-label: تجزیات — [270, 1172, 315, 1187]
section-header — [208, 916, 399, 940]
item-number: 61 — [377, 1264, 398, 1284]
news-body: کیا کرتا ہوں سیاسی میڈیا کا کردار اور ووٹرز کا شعور قومی سیاست کو نئی سمت دے رہا ہے۔ — [207, 48, 399, 91]
item-number: 51 — [377, 273, 398, 293]
news-item — [803, 350, 994, 487]
news-item — [9, 523, 200, 612]
item-number: 62 — [377, 1327, 398, 1347]
item-number: 10 — [1368, 619, 1389, 639]
news-body: سرگودھا میں کینو کے باغات کی بحالی کیلئے منصوبہ شروع کیا گیا۔ — [9, 489, 200, 516]
section-label: تجزیات — [666, 606, 712, 621]
section-header — [1398, 1053, 1589, 1077]
news-item — [406, 255, 597, 377]
newspaper-page — [5, 46, 1591, 2313]
news-body: اسلام آباد میں بین الاقوامی سیمینار کا انعقاد کیا گیا جس میں مختلف ممالک کے ماہرین نے شرکت کی۔ سیمینار میں ماحولیاتی تبدیلی کے اثرات اور ان سے نمٹنے کی حکمت عملی پر تبادلہ خیال کیا گیا۔ 15 ممالک کے مندوبین نے اپنے تجربات بیان کیے۔ — [604, 378, 796, 469]
section-label: تجزیات — [1460, 302, 1505, 318]
news-item — [208, 554, 399, 660]
news-body: موسم گرما میں لوڈشیڈنگ کے دورانیے میں اضافے پر شہریوں نے احتجاج کیا۔ مظاہرین نے کہا کہ 12 سے 14 گھنٹے بجلی غائب رہتی ہے جس سے کاروبار زندگی مفلوج ہو کر رہ گیا ہے۔ شدید گرمی میں پانی کی قلت بھی پیدا ہو گئی ہے۔ انتظامیہ نے یقین دہانی کرائی کہ مسئلہ جلد حل کیا جائے گا۔ — [1199, 504, 1391, 610]
masthead-rule — [5, 37, 1591, 39]
section-label: تجزیات — [468, 731, 513, 747]
section-label: تجزیات — [270, 464, 315, 480]
section-label: تجزیات — [71, 527, 117, 543]
news-item — [604, 696, 795, 801]
section-header — [406, 1309, 597, 1333]
item-number: 6 — [1566, 1055, 1588, 1075]
item-number: 37 — [575, 257, 596, 278]
section-label: تجزیات — [1262, 480, 1307, 495]
item-number: 67 — [178, 525, 199, 545]
section-header — [208, 98, 399, 122]
news-item — [1001, 900, 1192, 1006]
news-item — [406, 1372, 597, 1430]
section-label: تجزیات — [1063, 228, 1108, 244]
section-header — [1200, 1026, 1391, 1050]
section-label: تجزیات — [865, 779, 910, 794]
section-header — [604, 476, 795, 500]
news-item — [604, 350, 795, 471]
news-item — [604, 884, 795, 959]
section-header — [803, 932, 994, 956]
item-number: 29 — [773, 603, 794, 624]
section-header — [208, 460, 399, 484]
